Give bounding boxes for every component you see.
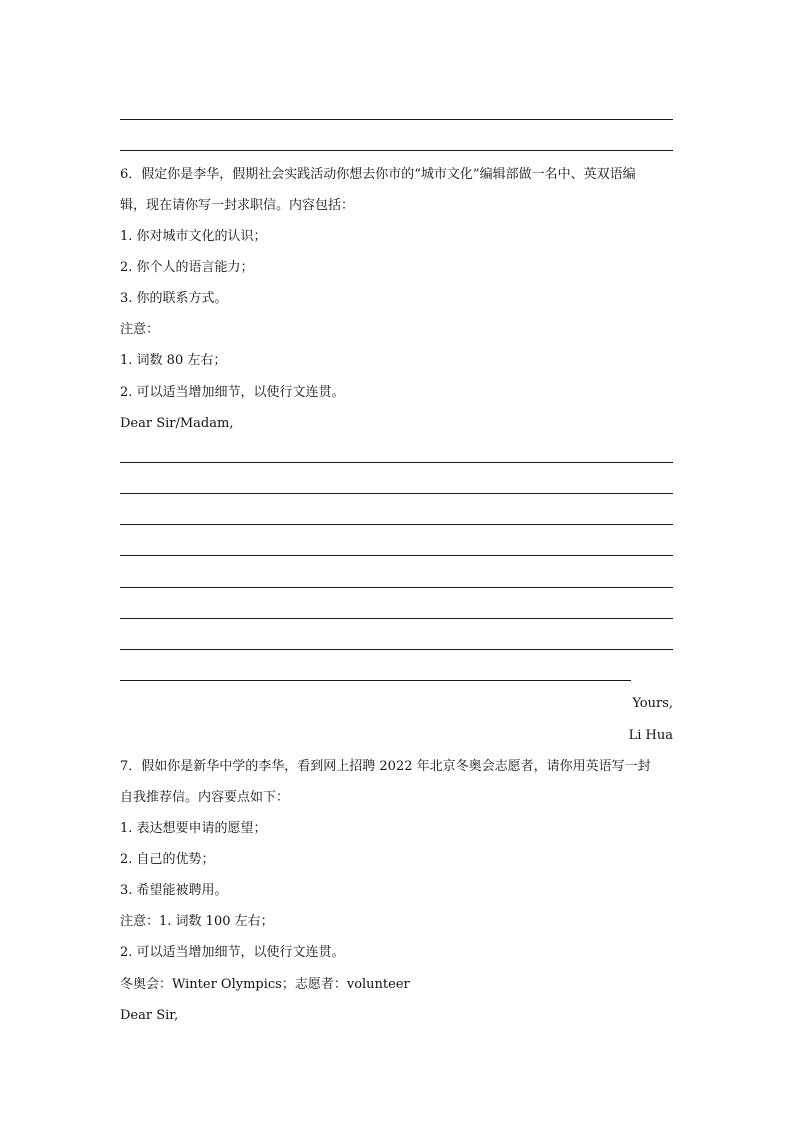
q6-note-label: 注意：: [120, 322, 160, 337]
q6-prompt-line-1: 6．假定你是李华，假期社会实践活动你想去你市的“城市文化”编辑部做一名中、英双语编: [120, 167, 636, 182]
q7-prompt-line-2: 自我推荐信。内容要点如下：: [120, 790, 290, 805]
q7-point: 2. 自己的优势；: [120, 852, 215, 867]
q6-note: 2. 可以适当增加细节，以使行文连贯。: [120, 385, 345, 400]
q7-point: 3. 希望能被聘用。: [120, 883, 228, 898]
writing-line: [120, 493, 673, 494]
q6-point: 1. 你对城市文化的认识；: [120, 229, 267, 244]
q7-prompt-line-1: 7．假如你是新华中学的李华，看到网上招聘 2022 年北京冬奥会志愿者，请你用英语写一封: [120, 759, 651, 774]
q6-prompt-line-2: 辑，现在请你写一封求职信。内容包括：: [120, 198, 355, 213]
writing-line: [120, 618, 673, 619]
q6-signature: Li Hua: [628, 728, 673, 743]
writing-line: [120, 587, 673, 588]
q7-salutation: Dear Sir,: [120, 1008, 179, 1023]
writing-line: [120, 680, 631, 681]
q6-salutation: Dear Sir/Madam,: [120, 416, 234, 431]
q6-point: 3. 你的联系方式。: [120, 291, 228, 306]
writing-line: [120, 462, 673, 463]
q7-note: 2. 可以适当增加细节，以使行文连贯。: [120, 945, 345, 960]
q7-note: 注意：1. 词数 100 左右；: [120, 914, 274, 929]
writing-line: [120, 555, 673, 556]
q6-note: 1. 词数 80 左右；: [120, 353, 227, 368]
writing-line: [120, 119, 673, 120]
q6-point: 2. 你个人的语言能力；: [120, 260, 254, 275]
writing-line: [120, 524, 673, 525]
writing-line: [120, 649, 673, 650]
writing-line: [120, 150, 673, 151]
q7-vocab: 冬奥会：Winter Olympics；志愿者：volunteer: [120, 977, 410, 992]
q7-point: 1. 表达想要申请的愿望；: [120, 821, 267, 836]
q6-closing: Yours,: [632, 696, 673, 711]
